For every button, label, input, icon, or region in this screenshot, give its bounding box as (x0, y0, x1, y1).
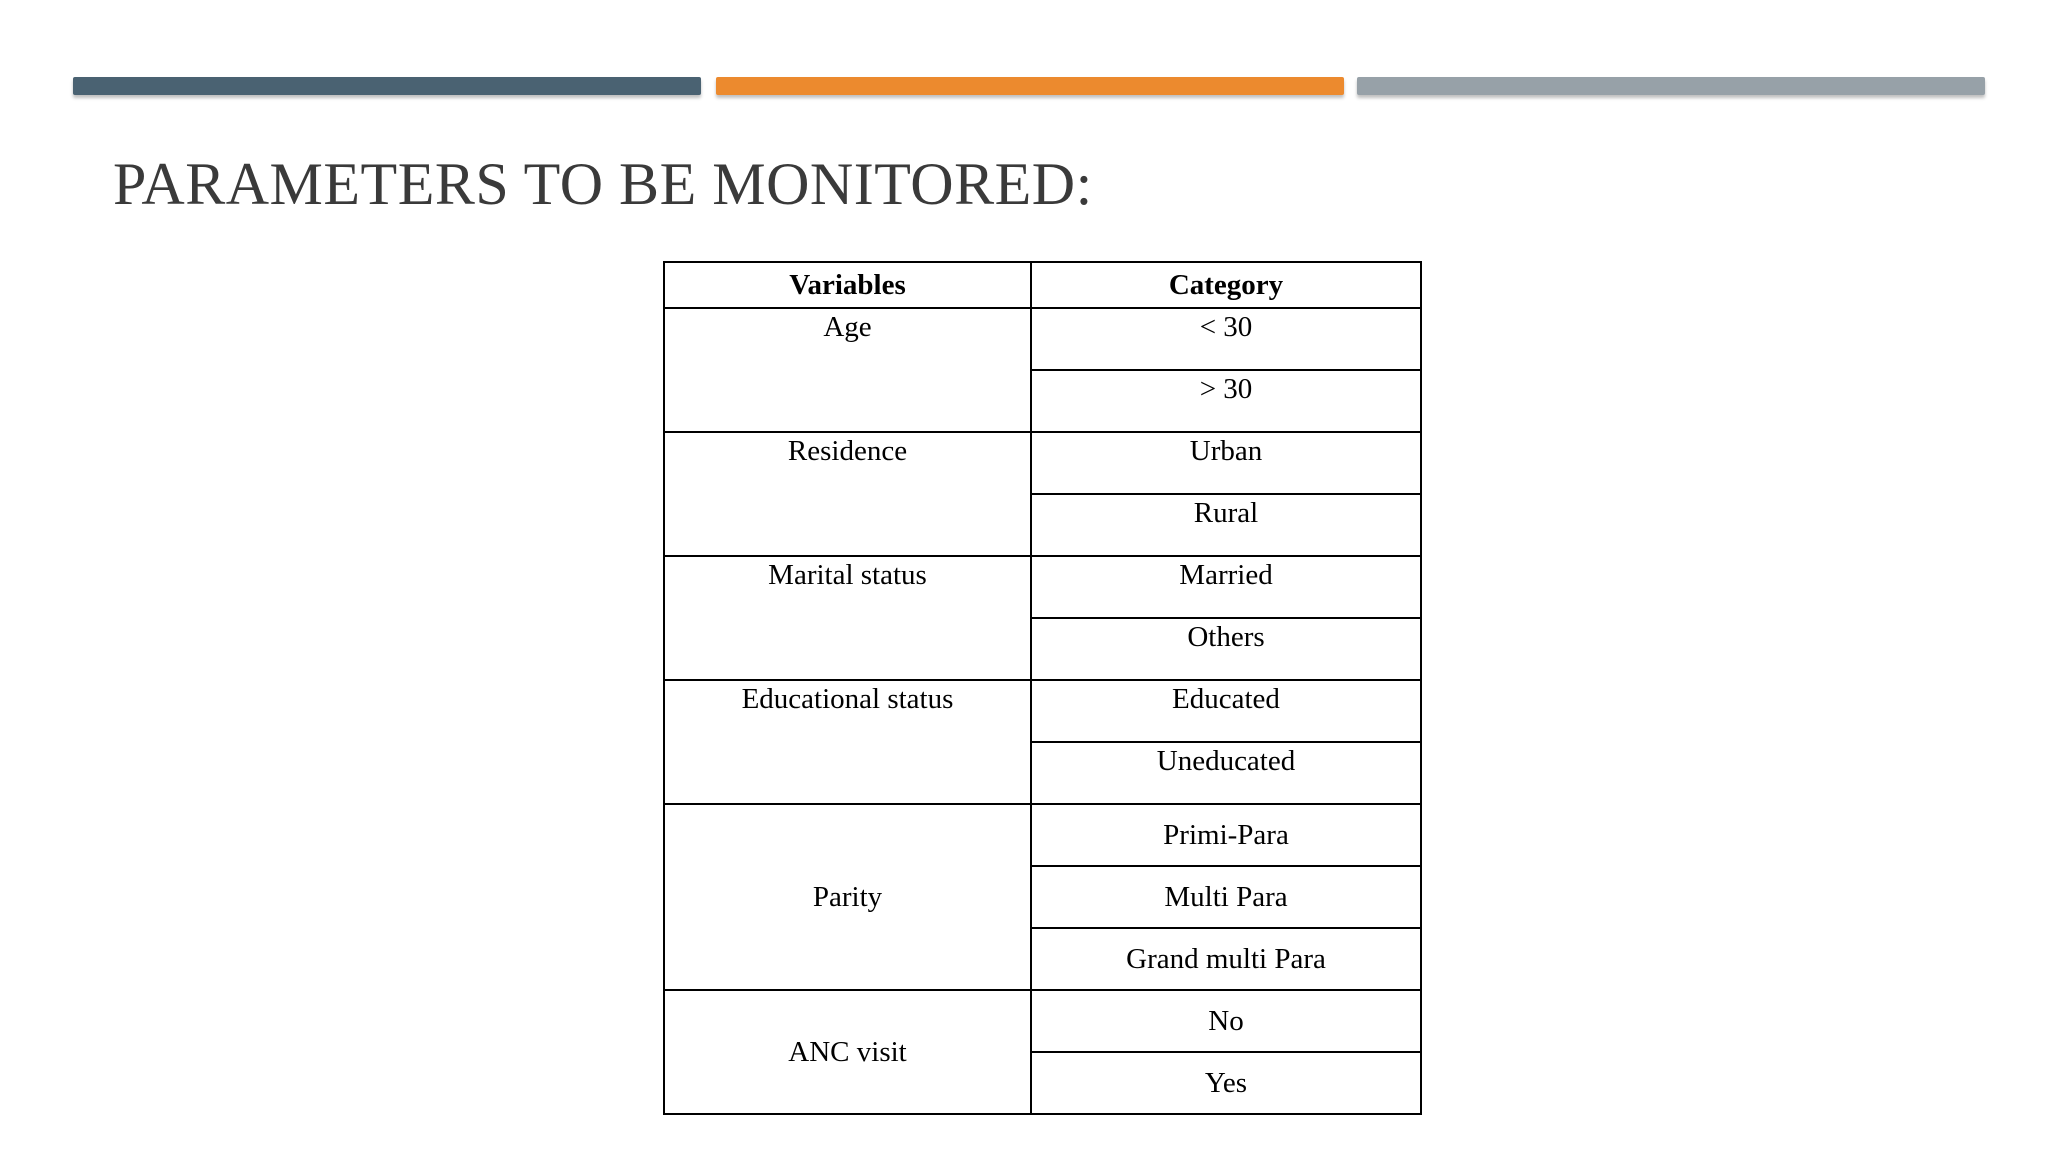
slide-title: PARAMETERS TO BE MONITORED: (113, 151, 1093, 217)
accent-bar-orange (716, 77, 1344, 95)
header-category: Category (1031, 262, 1421, 308)
table-header-row (664, 262, 1421, 308)
variable-cell: Marital status (664, 556, 1031, 680)
category-cell: No (1031, 990, 1421, 1052)
table-row (664, 804, 1421, 866)
table-row (664, 432, 1421, 494)
category-cell: < 30 (1031, 308, 1421, 370)
category-cell: Grand multi Para (1031, 928, 1421, 990)
variable-cell: Residence (664, 432, 1031, 556)
category-cell: Urban (1031, 432, 1421, 494)
category-cell: Multi Para (1031, 866, 1421, 928)
table-row (664, 308, 1421, 370)
category-cell: Rural (1031, 494, 1421, 556)
accent-bar-dark (73, 77, 701, 95)
variable-cell: Age (664, 308, 1031, 432)
category-cell: Primi-Para (1031, 804, 1421, 866)
category-cell: Others (1031, 618, 1421, 680)
category-cell: > 30 (1031, 370, 1421, 432)
accent-bar-gray (1357, 77, 1985, 95)
header-variables: Variables (664, 262, 1031, 308)
category-cell: Uneducated (1031, 742, 1421, 804)
table-row (664, 680, 1421, 742)
variable-cell: Parity (664, 804, 1031, 990)
variable-cell: ANC visit (664, 990, 1031, 1114)
table-row (664, 990, 1421, 1052)
parameters-table (663, 261, 1422, 1115)
category-cell: Educated (1031, 680, 1421, 742)
variable-cell: Educational status (664, 680, 1031, 804)
table-row (664, 556, 1421, 618)
category-cell: Married (1031, 556, 1421, 618)
category-cell: Yes (1031, 1052, 1421, 1114)
